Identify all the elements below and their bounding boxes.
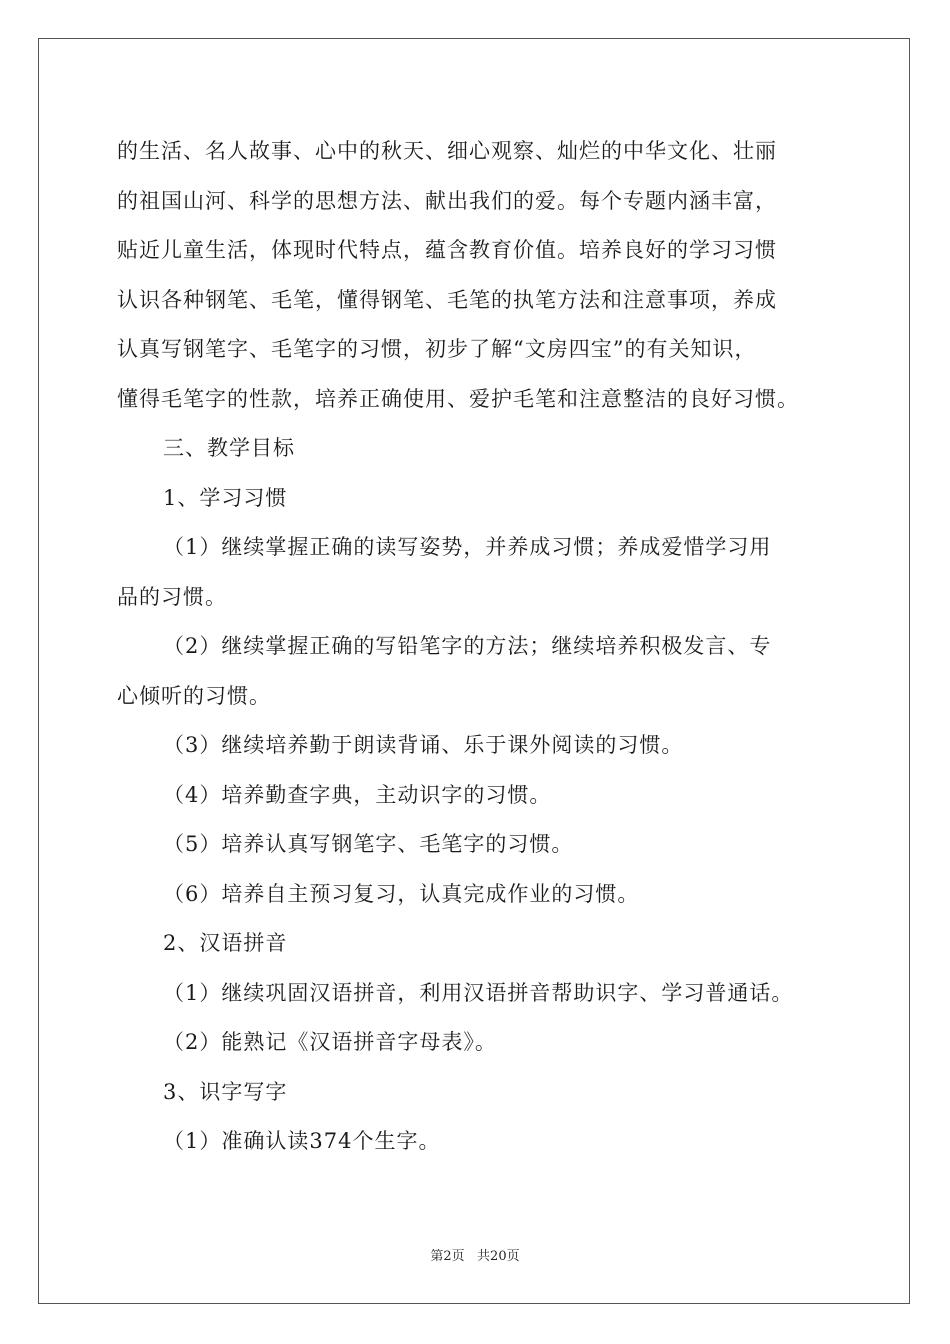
text-line: （1）准确认读374个生字。 <box>163 1129 441 1153</box>
text-line: 认真写钢笔字、毛笔字的习惯，初步了解“文房四宝”的有关知识， <box>117 337 757 361</box>
text-line: （1）继续掌握正确的读写姿势，并养成习惯；养成爱惜学习用 <box>163 535 772 559</box>
text-line: 1、学习习惯 <box>163 485 288 510</box>
text-line: 懂得毛笔字的性款，培养正确使用、爱护毛笔和注意整洁的良好习惯。 <box>117 386 799 411</box>
page-footer: 第2页 共20页 <box>430 1249 520 1264</box>
text-line: 2、汉语拼音 <box>163 931 288 955</box>
text-line: （2）能熟记《汉语拼音字母表》。 <box>163 1030 497 1054</box>
document-body <box>117 127 847 1167</box>
text-line: 的生活、名人故事、心中的秋天、细心观察、灿烂的中华文化、壮丽 <box>117 139 777 163</box>
text-line: 的祖国山河、科学的思想方法、献出我们的爱。每个专题内涵丰富， <box>117 188 777 213</box>
text-line: （4）培养勤查字典，主动识字的习惯。 <box>163 782 552 807</box>
text-line: 品的习惯。 <box>117 584 227 609</box>
text-line: 认识各种钢笔、毛笔，懂得钢笔、毛笔的执笔方法和注意事项，养成 <box>117 287 777 312</box>
text-line: （3）继续培养勤于朗读背诵、乐于课外阅读的习惯。 <box>163 733 684 757</box>
text-line: （6）培养自主预习复习，认真完成作业的习惯。 <box>163 881 640 906</box>
text-line: 贴近儿童生活，体现时代特点，蕴含教育价值。培养良好的学习习惯 <box>117 238 777 262</box>
text-line: （2）继续掌握正确的写铅笔字的方法；继续培养积极发言、专 <box>163 634 772 658</box>
text-line: （1）继续巩固汉语拼音，利用汉语拼音帮助识字、学习普通话。 <box>163 980 794 1005</box>
text-line: 三、教学目标 <box>163 436 295 460</box>
text-line: 心倾听的习惯。 <box>117 683 271 708</box>
text-line: （5）培养认真写钢笔字、毛笔字的习惯。 <box>163 832 574 856</box>
text-line: 3、识字写字 <box>163 1079 288 1104</box>
